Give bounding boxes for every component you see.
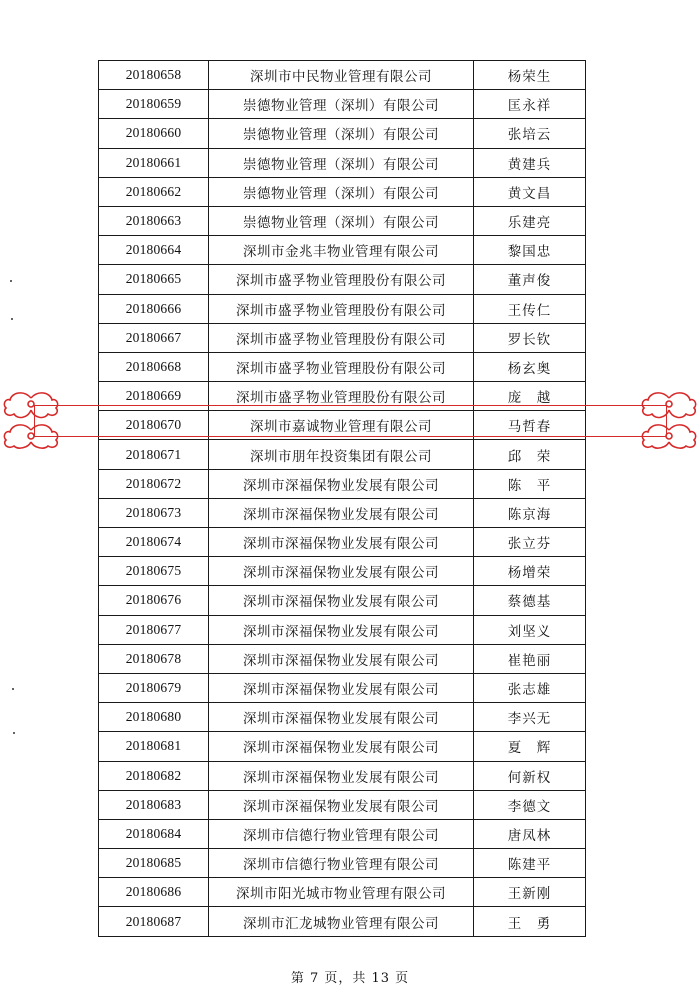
seal-line-bottom bbox=[34, 436, 666, 437]
person-name-cell: 李兴无 bbox=[474, 703, 586, 732]
registration-number-cell: 20180663 bbox=[99, 206, 209, 235]
company-name-cell: 深圳市盛孚物业管理股份有限公司 bbox=[209, 352, 474, 381]
registry-table bbox=[98, 60, 586, 937]
company-name-cell: 深圳市盛孚物业管理股份有限公司 bbox=[209, 382, 474, 411]
registration-number-cell: 20180677 bbox=[99, 615, 209, 644]
registration-number-cell: 20180671 bbox=[99, 440, 209, 469]
company-name-cell: 深圳市深福保物业发展有限公司 bbox=[209, 703, 474, 732]
scan-speck bbox=[11, 318, 13, 320]
registration-number-cell: 20180675 bbox=[99, 557, 209, 586]
person-name-cell: 张志雄 bbox=[474, 673, 586, 702]
registration-number-cell: 20180670 bbox=[99, 411, 209, 440]
table-row bbox=[99, 644, 586, 673]
table-row bbox=[99, 119, 586, 148]
registration-number-cell: 20180659 bbox=[99, 90, 209, 119]
table-row bbox=[99, 615, 586, 644]
table-row bbox=[99, 236, 586, 265]
table-row bbox=[99, 703, 586, 732]
table-row bbox=[99, 265, 586, 294]
company-name-cell: 深圳市深福保物业发展有限公司 bbox=[209, 586, 474, 615]
registration-number-cell: 20180672 bbox=[99, 469, 209, 498]
company-name-cell: 深圳市阳光城市物业管理有限公司 bbox=[209, 878, 474, 907]
registration-number-cell: 20180665 bbox=[99, 265, 209, 294]
person-name-cell: 刘坚义 bbox=[474, 615, 586, 644]
registration-number-cell: 20180674 bbox=[99, 528, 209, 557]
person-name-cell: 崔艳丽 bbox=[474, 644, 586, 673]
table-row bbox=[99, 849, 586, 878]
registry-table-body bbox=[99, 61, 586, 937]
table-row bbox=[99, 498, 586, 527]
registration-number-cell: 20180684 bbox=[99, 819, 209, 848]
table-row bbox=[99, 469, 586, 498]
company-name-cell: 崇德物业管理（深圳）有限公司 bbox=[209, 90, 474, 119]
scan-speck bbox=[10, 280, 12, 282]
company-name-cell: 深圳市信德行物业管理有限公司 bbox=[209, 849, 474, 878]
company-name-cell: 深圳市信德行物业管理有限公司 bbox=[209, 819, 474, 848]
person-name-cell: 王新刚 bbox=[474, 878, 586, 907]
table-row bbox=[99, 761, 586, 790]
company-name-cell: 崇德物业管理（深圳）有限公司 bbox=[209, 177, 474, 206]
left-seal-ornament-icon bbox=[2, 390, 60, 450]
scan-speck bbox=[12, 688, 14, 690]
company-name-cell: 深圳市深福保物业发展有限公司 bbox=[209, 528, 474, 557]
company-name-cell: 深圳市深福保物业发展有限公司 bbox=[209, 644, 474, 673]
table-row bbox=[99, 819, 586, 848]
person-name-cell: 邱 荣 bbox=[474, 440, 586, 469]
table-row bbox=[99, 790, 586, 819]
company-name-cell: 深圳市金兆丰物业管理有限公司 bbox=[209, 236, 474, 265]
person-name-cell: 张培云 bbox=[474, 119, 586, 148]
company-name-cell: 崇德物业管理（深圳）有限公司 bbox=[209, 206, 474, 235]
table-row bbox=[99, 586, 586, 615]
registration-number-cell: 20180678 bbox=[99, 644, 209, 673]
table-row bbox=[99, 440, 586, 469]
person-name-cell: 黄文昌 bbox=[474, 177, 586, 206]
company-name-cell: 深圳市深福保物业发展有限公司 bbox=[209, 761, 474, 790]
registration-number-cell: 20180662 bbox=[99, 177, 209, 206]
person-name-cell: 王 勇 bbox=[474, 907, 586, 936]
registration-number-cell: 20180661 bbox=[99, 148, 209, 177]
table-row bbox=[99, 732, 586, 761]
registration-number-cell: 20180658 bbox=[99, 61, 209, 90]
table-row bbox=[99, 177, 586, 206]
person-name-cell: 夏 辉 bbox=[474, 732, 586, 761]
table-row bbox=[99, 206, 586, 235]
scan-speck bbox=[13, 732, 15, 734]
company-name-cell: 深圳市深福保物业发展有限公司 bbox=[209, 498, 474, 527]
company-name-cell: 深圳市朋年投资集团有限公司 bbox=[209, 440, 474, 469]
company-name-cell: 深圳市深福保物业发展有限公司 bbox=[209, 469, 474, 498]
registration-number-cell: 20180676 bbox=[99, 586, 209, 615]
registration-number-cell: 20180660 bbox=[99, 119, 209, 148]
person-name-cell: 黎国忠 bbox=[474, 236, 586, 265]
company-name-cell: 深圳市深福保物业发展有限公司 bbox=[209, 673, 474, 702]
registration-number-cell: 20180669 bbox=[99, 382, 209, 411]
person-name-cell: 蔡德基 bbox=[474, 586, 586, 615]
person-name-cell: 罗长钦 bbox=[474, 323, 586, 352]
registration-number-cell: 20180681 bbox=[99, 732, 209, 761]
table-row bbox=[99, 61, 586, 90]
company-name-cell: 崇德物业管理（深圳）有限公司 bbox=[209, 148, 474, 177]
table-row bbox=[99, 352, 586, 381]
person-name-cell: 杨玄奥 bbox=[474, 352, 586, 381]
table-row bbox=[99, 148, 586, 177]
company-name-cell: 深圳市汇龙城物业管理有限公司 bbox=[209, 907, 474, 936]
company-name-cell: 深圳市深福保物业发展有限公司 bbox=[209, 615, 474, 644]
company-name-cell: 深圳市中民物业管理有限公司 bbox=[209, 61, 474, 90]
table-row bbox=[99, 294, 586, 323]
registration-number-cell: 20180667 bbox=[99, 323, 209, 352]
registration-number-cell: 20180686 bbox=[99, 878, 209, 907]
seal-line-top bbox=[34, 405, 666, 406]
company-name-cell: 深圳市深福保物业发展有限公司 bbox=[209, 557, 474, 586]
page-footer: 第 7 页，共 13 页 bbox=[290, 971, 410, 986]
company-name-cell: 深圳市盛孚物业管理股份有限公司 bbox=[209, 323, 474, 352]
table-row bbox=[99, 323, 586, 352]
company-name-cell: 深圳市深福保物业发展有限公司 bbox=[209, 732, 474, 761]
person-name-cell: 唐凤林 bbox=[474, 819, 586, 848]
person-name-cell: 董声俊 bbox=[474, 265, 586, 294]
registration-number-cell: 20180673 bbox=[99, 498, 209, 527]
table-row bbox=[99, 557, 586, 586]
person-name-cell: 陈建平 bbox=[474, 849, 586, 878]
registration-number-cell: 20180687 bbox=[99, 907, 209, 936]
table-row bbox=[99, 90, 586, 119]
company-name-cell: 深圳市盛孚物业管理股份有限公司 bbox=[209, 294, 474, 323]
registration-number-cell: 20180683 bbox=[99, 790, 209, 819]
registration-number-cell: 20180668 bbox=[99, 352, 209, 381]
table-row bbox=[99, 673, 586, 702]
table-row bbox=[99, 907, 586, 936]
person-name-cell: 张立芬 bbox=[474, 528, 586, 557]
company-name-cell: 深圳市深福保物业发展有限公司 bbox=[209, 790, 474, 819]
person-name-cell: 杨增荣 bbox=[474, 557, 586, 586]
registration-number-cell: 20180666 bbox=[99, 294, 209, 323]
person-name-cell: 黄建兵 bbox=[474, 148, 586, 177]
person-name-cell: 李德文 bbox=[474, 790, 586, 819]
person-name-cell: 马哲春 bbox=[474, 411, 586, 440]
company-name-cell: 崇德物业管理（深圳）有限公司 bbox=[209, 119, 474, 148]
registration-number-cell: 20180682 bbox=[99, 761, 209, 790]
person-name-cell: 陈京海 bbox=[474, 498, 586, 527]
person-name-cell: 庞 越 bbox=[474, 382, 586, 411]
right-seal-ornament-icon bbox=[640, 390, 698, 450]
registration-number-cell: 20180664 bbox=[99, 236, 209, 265]
person-name-cell: 乐建亮 bbox=[474, 206, 586, 235]
table-row bbox=[99, 528, 586, 557]
table-row bbox=[99, 878, 586, 907]
table-row bbox=[99, 382, 586, 411]
company-name-cell: 深圳市盛孚物业管理股份有限公司 bbox=[209, 265, 474, 294]
registration-number-cell: 20180685 bbox=[99, 849, 209, 878]
person-name-cell: 陈 平 bbox=[474, 469, 586, 498]
registration-number-cell: 20180679 bbox=[99, 673, 209, 702]
person-name-cell: 杨荣生 bbox=[474, 61, 586, 90]
person-name-cell: 何新权 bbox=[474, 761, 586, 790]
company-name-cell: 深圳市嘉诚物业管理有限公司 bbox=[209, 411, 474, 440]
registration-number-cell: 20180680 bbox=[99, 703, 209, 732]
person-name-cell: 王传仁 bbox=[474, 294, 586, 323]
person-name-cell: 匡永祥 bbox=[474, 90, 586, 119]
